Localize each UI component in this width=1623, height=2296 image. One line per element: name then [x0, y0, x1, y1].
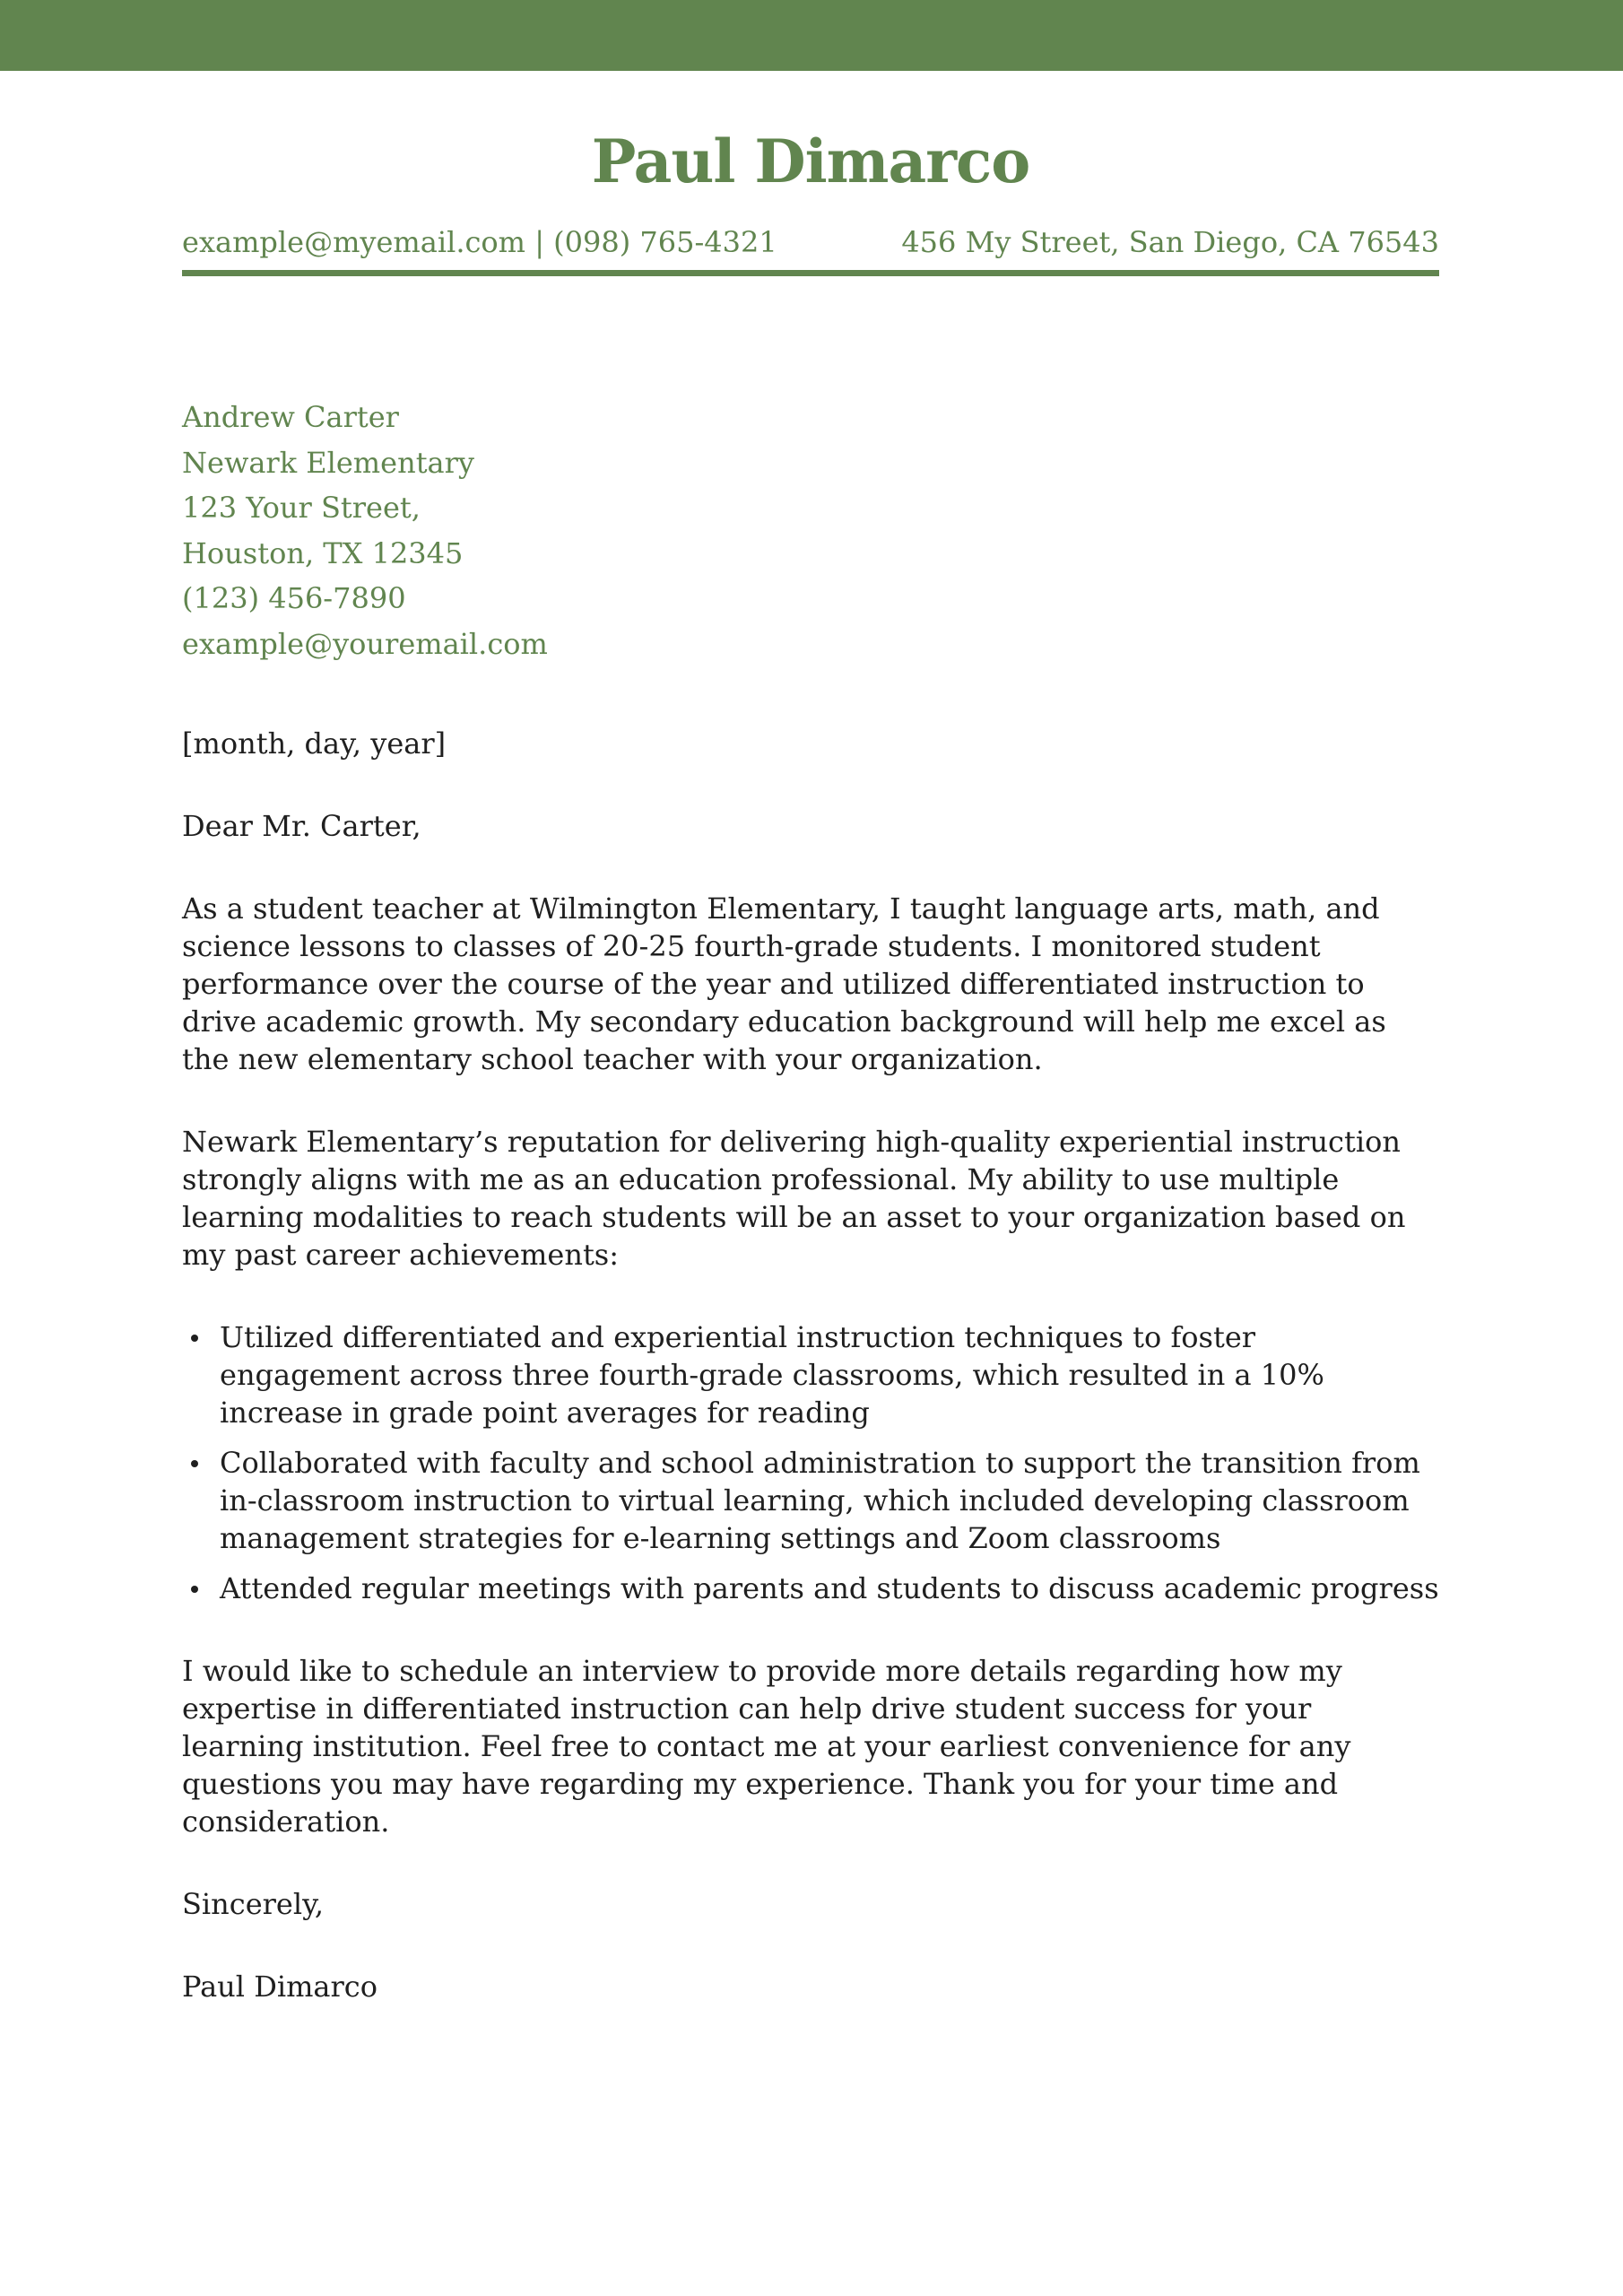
letter-closing: Sincerely,	[182, 1887, 325, 1921]
achievement-item: Attended regular meetings with parents and students to discuss academic progress	[220, 1571, 1439, 1605]
recipient-company: Newark Elementary	[182, 445, 474, 480]
letter-date: [month, day, year]	[182, 726, 447, 761]
recipient-street: 123 Your Street,	[182, 491, 421, 525]
letter-paragraph-2: Newark Elementary’s reputation for delivering high-quality experiential instruction strongly aligns with me as an education professional. My ability to use multiple learning modalities to reach students will be an asset to your organization based on my past career achievements:	[182, 1125, 1406, 1272]
header-divider	[182, 270, 1439, 276]
recipient-email: example@youremail.com	[182, 626, 548, 661]
recipient-name: Andrew Carter	[182, 400, 399, 434]
letter-body	[182, 725, 1439, 2005]
recipient-phone: (123) 456-7890	[182, 581, 406, 615]
recipient-city: Houston, TX 12345	[182, 535, 464, 570]
applicant-email-phone: example@myemail.com | (098) 765-4321	[182, 225, 777, 259]
achievements-list	[182, 1318, 1439, 1607]
top-color-band	[0, 0, 1623, 71]
achievement-item: Utilized differentiated and experiential instruction techniques to foster engagement across three fourth-grade classrooms, which resulted in a 10% increase in grade point averages for reading	[220, 1318, 1439, 1431]
applicant-contact-row	[182, 222, 1439, 262]
letter-signature: Paul Dimarco	[182, 1970, 378, 2004]
letter-paragraph-1: As a student teacher at Wilmington Elementary, I taught language arts, math, and science lessons to classes of 20-25 fourth-grade students. I monitored student performance over the course of the year and utilized differentiated instruction to drive academic growth. My secondary education background will help me excel as the new elementary school teacher with your organization.	[182, 891, 1386, 1076]
recipient-block	[182, 395, 548, 666]
letter-salutation: Dear Mr. Carter,	[182, 809, 421, 843]
applicant-address: 456 My Street, San Diego, CA 76543	[901, 225, 1439, 259]
letter-paragraph-3: I would like to schedule an interview to provide more details regarding how my expertise in differentiated instruction can help drive student success for your learning institution. Feel free to contact me at your earliest convenience for any questions you may have regarding my experience. Thank you for your time and consideration.	[182, 1654, 1351, 1839]
achievement-item: Collaborated with faculty and school administration to support the transition from in-classroom instruction to virtual learning, which included developing classroom management strategies for e-learning settings and Zoom classrooms	[220, 1444, 1439, 1557]
applicant-name: Paul Dimarco	[591, 126, 1030, 196]
